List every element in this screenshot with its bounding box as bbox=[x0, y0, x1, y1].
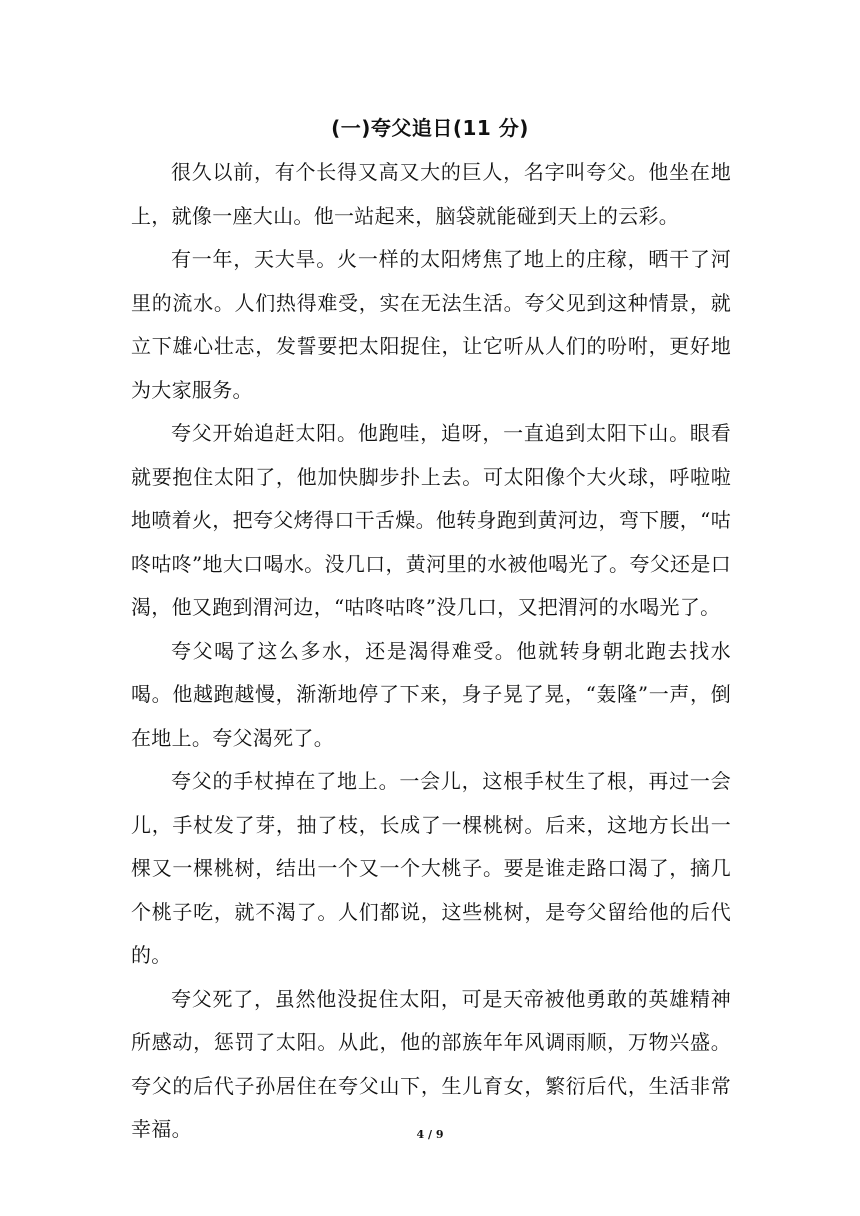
section-title: (一)夸父追日(11 分) bbox=[331, 116, 529, 140]
paragraph: 很久以前，有个长得又高又大的巨人，名字叫夸父。他坐在地上，就像一座大山。他一站起来，脑袋就能碰到天上的云彩。 bbox=[131, 160, 731, 228]
article-body bbox=[131, 151, 731, 1152]
paragraph: 夸父的手杖掉在了地上。一会儿，这根手杖生了根，再过一会儿，手杖发了芽，抽了枝，长成了一棵桃树。后来，这地方长出一棵又一棵桃树，结出一个又一个大桃子。要是谁走路口渴了，摘几个桃子吃，就不渴了。人们都说，这些桃树，是夸父留给他的后代的。 bbox=[131, 769, 731, 967]
paragraph: 夸父开始追赶太阳。他跑哇，追呀，一直追到太阳下山。眼看就要抱住太阳了，他加快脚步扑上去。可太阳像个大火球，呼啦啦地喷着火，把夸父烤得口干舌燥。他转身跑到黄河边，弯下腰，“咕咚咕咚”地大口喝水。没几口，黄河里的水被他喝光了。夸父还是口渴，他又跑到渭河边，“咕咚咕咚”没几口，又把渭河的水喝光了。 bbox=[131, 421, 731, 619]
paragraph: 有一年，天大旱。火一样的太阳烤焦了地上的庄稼，晒干了河里的流水。人们热得难受，实在无法生活。夸父见到这种情景，就立下雄心壮志，发誓要把太阳捉住，让它听从人们的吩咐，更好地为大家服务。 bbox=[131, 247, 731, 402]
paragraph: 夸父喝了这么多水，还是渴得难受。他就转身朝北跑去找水喝。他越跑越慢，渐渐地停了下来，身子晃了晃，“轰隆”一声，倒在地上。夸父渴死了。 bbox=[131, 638, 731, 750]
paragraph: 夸父死了，虽然他没捉住太阳，可是天帝被他勇敢的英雄精神所感动，惩罚了太阳。从此，他的部族年年风调雨顺，万物兴盛。夸父的后代子孙居住在夸父山下，生儿育女，繁衍后代，生活非常幸福。 bbox=[131, 986, 731, 1141]
page-number: 4 / 9 bbox=[416, 1128, 444, 1141]
